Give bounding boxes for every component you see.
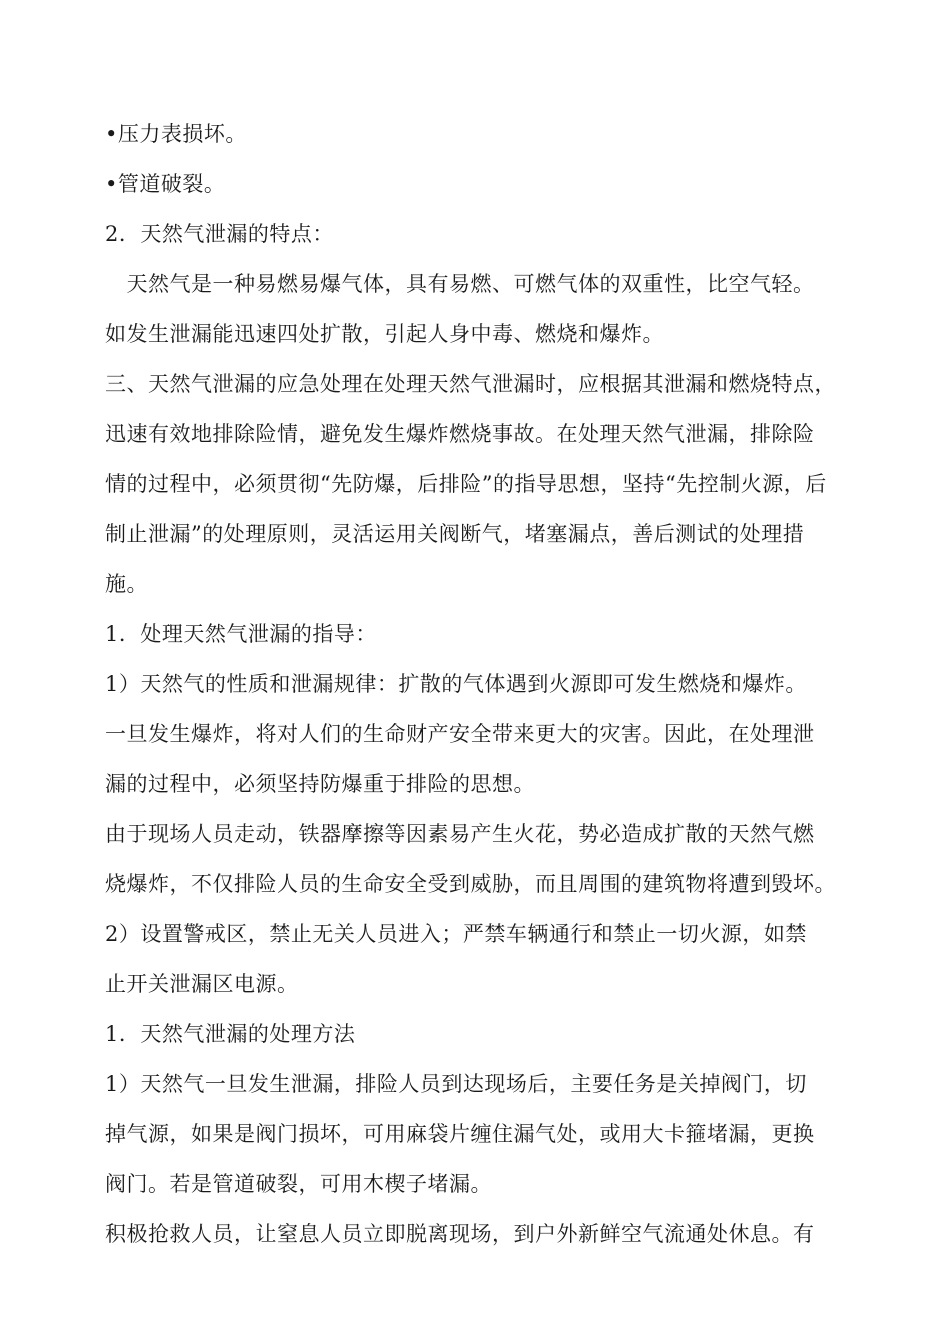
section-heading: 1．处理天然气泄漏的指导：: [105, 622, 377, 646]
text-line: 1）天然气一旦发生泄漏，排险人员到达现场后，主要任务是关掉阀门，切: [105, 1072, 807, 1096]
section-heading: 2．天然气泄漏的特点：: [105, 222, 334, 246]
text-line: •压力表损坏。: [105, 122, 247, 146]
text-line: 制止泄漏”的处理原则，灵活运用关阀断气，堵塞漏点，善后测试的处理措: [105, 522, 805, 546]
text-line: •管道破裂。: [105, 172, 226, 196]
text-line: 迅速有效地排除险情，避免发生爆炸燃烧事故。在处理天然气泄漏，排除险: [105, 422, 815, 446]
text-line: 由于现场人员走动，铁器摩擦等因素易产生火花，势必造成扩散的天然气燃: [105, 822, 815, 846]
text-line: 烧爆炸，不仅排险人员的生命安全受到威胁，而且周围的建筑物将遭到毁坏。: [105, 872, 836, 896]
text-line: 1）天然气的性质和泄漏规律：扩散的气体遇到火源即可发生燃烧和爆炸。: [105, 672, 807, 696]
section-heading: 1．天然气泄漏的处理方法: [105, 1022, 356, 1046]
text-line: 三、天然气泄漏的应急处理在处理天然气泄漏时，应根据其泄漏和燃烧特点，: [105, 372, 836, 396]
text-line: 2）设置警戒区，禁止无关人员进入；严禁车辆通行和禁止一切火源，如禁: [105, 922, 807, 946]
text-line: 情的过程中，必须贯彻“先防爆，后排险”的指导思想，坚持“先控制火源，后: [105, 472, 827, 496]
text-line: 施。: [105, 572, 148, 596]
text-line: 漏的过程中，必须坚持防爆重于排险的思想。: [105, 772, 535, 796]
text-line: 掉气源，如果是阀门损坏，可用麻袋片缠住漏气处，或用大卡箍堵漏，更换: [105, 1122, 815, 1146]
text-line: 天然气是一种易燃易爆气体，具有易燃、可燃气体的双重性，比空气轻。: [105, 272, 815, 296]
text-line: 积极抢救人员，让窒息人员立即脱离现场，到户外新鲜空气流通处休息。有: [105, 1222, 815, 1246]
text-line: 止开关泄漏区电源。: [105, 972, 299, 996]
text-line: 阀门。若是管道破裂，可用木楔子堵漏。: [105, 1172, 492, 1196]
text-line: 一旦发生爆炸，将对人们的生命财产安全带来更大的灾害。因此，在处理泄: [105, 722, 815, 746]
text-line: 如发生泄漏能迅速四处扩散，引起人身中毒、燃烧和爆炸。: [105, 322, 664, 346]
